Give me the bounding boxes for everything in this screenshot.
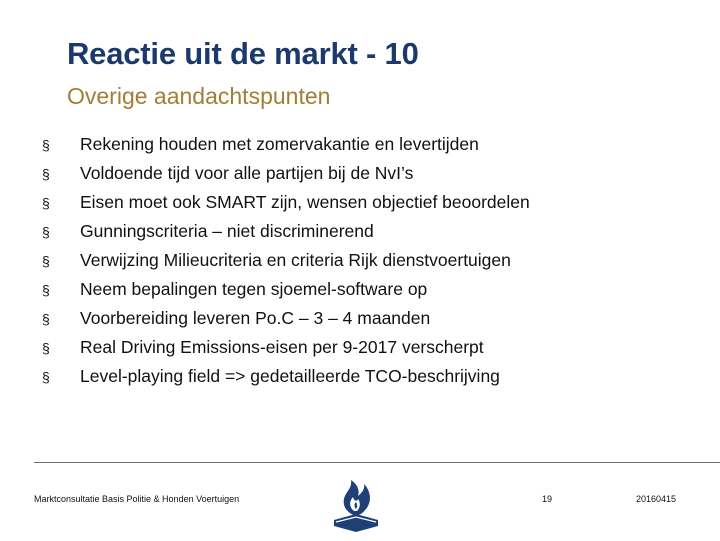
- bullet-marker-icon: §: [42, 136, 50, 153]
- bullet-text: Voorbereiding leveren Po.C – 3 – 4 maanden: [80, 308, 431, 328]
- slide-title: Reactie uit de markt - 10: [67, 36, 419, 71]
- footer-divider: [34, 462, 720, 463]
- list-item: [42, 159, 530, 188]
- bullet-text: Voldoende tijd voor alle partijen bij de NvI’s: [80, 163, 414, 183]
- bullet-marker-icon: §: [42, 281, 50, 298]
- bullet-text: Eisen moet ook SMART zijn, wensen objectief beoordelen: [80, 192, 530, 212]
- bullet-marker-icon: §: [42, 368, 50, 385]
- slide-subtitle: Overige aandachtspunten: [67, 83, 331, 109]
- bullet-text: Verwijzing Milieucriteria en criteria Rijk dienstvoertuigen: [80, 250, 511, 270]
- list-item: [42, 246, 530, 275]
- bullet-marker-icon: §: [42, 252, 50, 269]
- list-item: [42, 188, 530, 217]
- bullet-text: Level-playing field => gedetailleerde TCO-beschrijving: [80, 366, 500, 386]
- list-item: [42, 304, 530, 333]
- bullet-marker-icon: §: [42, 194, 50, 211]
- bullet-marker-icon: §: [42, 310, 50, 327]
- bullet-text: Real Driving Emissions-eisen per 9-2017 verscherpt: [80, 337, 484, 357]
- bullet-list: [42, 130, 530, 391]
- bullet-text: Neem bepalingen tegen sjoemel-software op: [80, 279, 428, 299]
- list-item: [42, 275, 530, 304]
- bullet-text: Rekening houden met zomervakantie en levertijden: [80, 134, 479, 154]
- footer-date: 20160415: [636, 494, 677, 504]
- list-item: [42, 217, 530, 246]
- list-item: [42, 130, 530, 159]
- footer-presentation-title: Marktconsultatie Basis Politie & Honden Voertuigen: [34, 494, 240, 504]
- bullet-marker-icon: §: [42, 165, 50, 182]
- page-number: 19: [542, 494, 553, 504]
- bullet-marker-icon: §: [42, 339, 50, 356]
- bullet-text: Gunningscriteria – niet discriminerend: [80, 221, 374, 241]
- list-item: [42, 362, 530, 391]
- bullet-marker-icon: §: [42, 223, 50, 240]
- police-flame-logo-icon: [330, 476, 382, 536]
- list-item: [42, 333, 530, 362]
